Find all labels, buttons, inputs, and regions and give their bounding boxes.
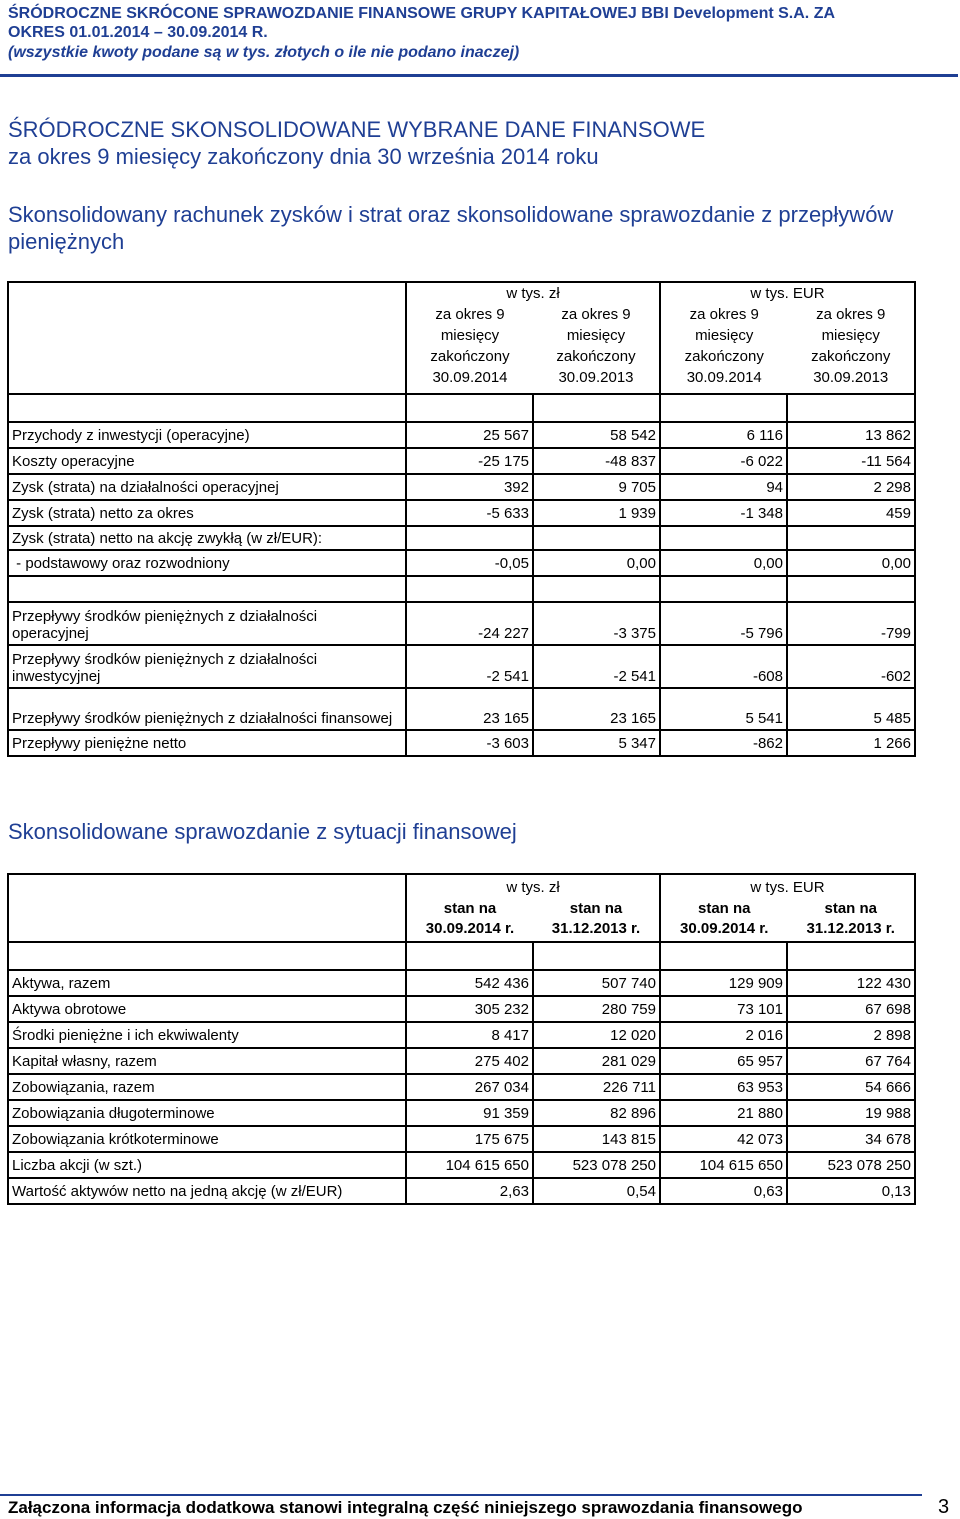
cell-value: 0,00 bbox=[787, 550, 915, 576]
balance-header-eur bbox=[660, 874, 915, 942]
cell-value: 94 bbox=[660, 474, 787, 500]
cell-value: 54 666 bbox=[787, 1074, 915, 1100]
row-label: Zysk (strata) netto za okres bbox=[8, 500, 406, 526]
cell-value: 122 430 bbox=[787, 970, 915, 996]
balance-section-title: Skonsolidowane sprawozdanie z sytuacji finansowej bbox=[8, 819, 517, 844]
cell-value: -862 bbox=[660, 730, 787, 756]
footer-note: Załączona informacja dodatkowa stanowi integralną część niniejszego sprawozdania finansowego bbox=[8, 1498, 803, 1517]
cell-value: 280 759 bbox=[533, 996, 660, 1022]
cell-value: 275 402 bbox=[406, 1048, 533, 1074]
cell-value: 542 436 bbox=[406, 970, 533, 996]
cell-value: 67 698 bbox=[787, 996, 915, 1022]
cell-value: 82 896 bbox=[533, 1100, 660, 1126]
table-row bbox=[8, 526, 915, 550]
cell-value: 23 165 bbox=[533, 688, 660, 730]
cell-value: 226 711 bbox=[533, 1074, 660, 1100]
eps-label: Zysk (strata) netto na akcję zwykłą (w zł/EUR): bbox=[8, 526, 406, 550]
cell-value: -11 564 bbox=[787, 448, 915, 474]
row-label: Liczba akcji (w szt.) bbox=[8, 1152, 406, 1178]
table-row bbox=[8, 970, 915, 996]
header-rule bbox=[0, 74, 958, 77]
cell-value: 0,00 bbox=[533, 550, 660, 576]
cell-value: -25 175 bbox=[406, 448, 533, 474]
balance-col-head: stan na 31.12.2013 r. bbox=[806, 900, 895, 937]
page-number: 3 bbox=[938, 1496, 950, 1518]
table-row bbox=[8, 688, 915, 730]
cell-value: 25 567 bbox=[406, 422, 533, 448]
cell-value: -3 375 bbox=[533, 602, 660, 645]
cell-value: 0,00 bbox=[660, 550, 787, 576]
cell-value: 8 417 bbox=[406, 1022, 533, 1048]
row-label: Koszty operacyjne bbox=[8, 448, 406, 474]
table-row bbox=[8, 500, 915, 526]
row-label: Aktywa obrotowe bbox=[8, 996, 406, 1022]
income-col-head: za okres 9 miesięcy zakończony 30.09.2014 bbox=[684, 306, 764, 386]
cell-value: -602 bbox=[787, 645, 915, 688]
cash-row-label-line-2: operacyjnej bbox=[12, 625, 89, 642]
spacer-row bbox=[8, 942, 915, 970]
row-label: Przychody z inwestycji (operacyjne) bbox=[8, 422, 406, 448]
balance-header-pln bbox=[406, 874, 660, 942]
income-header-pln bbox=[406, 282, 660, 394]
cell-value: 175 675 bbox=[406, 1126, 533, 1152]
cell-value: 104 615 650 bbox=[660, 1152, 787, 1178]
cell-value: 0,63 bbox=[660, 1178, 787, 1204]
table-row bbox=[8, 1100, 915, 1126]
income-col-head: za okres 9 miesięcy zakończony 30.09.2014 bbox=[430, 306, 510, 386]
balance-col-head: stan na 30.09.2014 r. bbox=[425, 900, 515, 937]
cell-value: -608 bbox=[660, 645, 787, 688]
cell-value: 507 740 bbox=[533, 970, 660, 996]
balance-col-head: stan na 30.09.2014 r. bbox=[680, 900, 769, 937]
cell-value: 305 232 bbox=[406, 996, 533, 1022]
row-label: Aktywa, razem bbox=[8, 970, 406, 996]
cell-value: -3 603 bbox=[406, 730, 533, 756]
balance-header-blank bbox=[8, 874, 406, 942]
cell-value: 104 615 650 bbox=[406, 1152, 533, 1178]
table-row bbox=[8, 602, 915, 645]
cash-row-label bbox=[8, 602, 406, 645]
cell-value: 2 298 bbox=[787, 474, 915, 500]
cell-value: -2 541 bbox=[406, 645, 533, 688]
table-row bbox=[8, 422, 915, 448]
spacer-row bbox=[8, 576, 915, 602]
cell-value: -1 348 bbox=[660, 500, 787, 526]
header-line-2: OKRES 01.01.2014 – 30.09.2014 R. bbox=[8, 24, 268, 41]
cell-value: 1 266 bbox=[787, 730, 915, 756]
row-label: Środki pieniężne i ich ekwiwalenty bbox=[8, 1022, 406, 1048]
balance-col-head: stan na 31.12.2013 r. bbox=[551, 900, 641, 937]
income-group-pln: w tys. zł bbox=[506, 285, 560, 302]
section-title bbox=[8, 116, 705, 170]
cell-value: 42 073 bbox=[660, 1126, 787, 1152]
cell-value: 58 542 bbox=[533, 422, 660, 448]
table-row bbox=[8, 996, 915, 1022]
cell-value: 2,63 bbox=[406, 1178, 533, 1204]
balance-table bbox=[7, 873, 916, 1205]
cell-value: 5 541 bbox=[660, 688, 787, 730]
section-title-line-2: za okres 9 miesięcy zakończony dnia 30 września 2014 roku bbox=[8, 144, 599, 169]
cell-value: 1 939 bbox=[533, 500, 660, 526]
spacer-row bbox=[8, 394, 915, 422]
cell-value: 23 165 bbox=[406, 688, 533, 730]
cell-value: -24 227 bbox=[406, 602, 533, 645]
cell-value: -6 022 bbox=[660, 448, 787, 474]
cell-value: 34 678 bbox=[787, 1126, 915, 1152]
cell-value: 523 078 250 bbox=[787, 1152, 915, 1178]
row-label: Zysk (strata) na działalności operacyjnej bbox=[8, 474, 406, 500]
table-row bbox=[8, 730, 915, 756]
net-row-label: Przepływy pieniężne netto bbox=[8, 730, 406, 756]
cell-value: 73 101 bbox=[660, 996, 787, 1022]
row-label: Zobowiązania długoterminowe bbox=[8, 1100, 406, 1126]
cell-value: 19 988 bbox=[787, 1100, 915, 1126]
table-row bbox=[8, 1126, 915, 1152]
table-row bbox=[8, 474, 915, 500]
table-row bbox=[8, 550, 915, 576]
cell-value: -48 837 bbox=[533, 448, 660, 474]
row-label: Zobowiązania krótkoterminowe bbox=[8, 1126, 406, 1152]
document-header bbox=[8, 4, 958, 64]
cell-value: 21 880 bbox=[660, 1100, 787, 1126]
cell-value: 392 bbox=[406, 474, 533, 500]
cash-row-label-line-1: Przepływy środków pieniężnych z działalności bbox=[12, 608, 318, 625]
table-row bbox=[8, 1022, 915, 1048]
income-col-head: za okres 9 miesięcy zakończony 30.09.2013 bbox=[811, 306, 891, 386]
cell-value: 267 034 bbox=[406, 1074, 533, 1100]
table-row bbox=[8, 1048, 915, 1074]
balance-group-pln: w tys. zł bbox=[506, 879, 560, 896]
cell-value: 2 898 bbox=[787, 1022, 915, 1048]
income-group-eur: w tys. EUR bbox=[750, 285, 825, 302]
cell-value: -799 bbox=[787, 602, 915, 645]
cell-value: 459 bbox=[787, 500, 915, 526]
income-header-row bbox=[8, 282, 915, 394]
cash-row-label bbox=[8, 645, 406, 688]
cell-value: 5 485 bbox=[787, 688, 915, 730]
row-label: Zobowiązania, razem bbox=[8, 1074, 406, 1100]
section-title-line-1: ŚRÓDROCZNE SKONSOLIDOWANE WYBRANE DANE FINANSOWE bbox=[8, 117, 706, 142]
row-label: Wartość aktywów netto na jedną akcję (w zł/EUR) bbox=[8, 1178, 406, 1204]
cell-value: 65 957 bbox=[660, 1048, 787, 1074]
table-row bbox=[8, 448, 915, 474]
cell-value: 5 347 bbox=[533, 730, 660, 756]
footer-rule bbox=[0, 1494, 922, 1496]
cash-row-label-line-1: Przepływy środków pieniężnych z działalności bbox=[12, 651, 318, 668]
eps-row-label: - podstawowy oraz rozwodniony bbox=[8, 550, 406, 576]
income-col-head: za okres 9 miesięcy zakończony 30.09.2013 bbox=[556, 306, 636, 386]
cell-value: 13 862 bbox=[787, 422, 915, 448]
fin-row-label: Przepływy środków pieniężnych z działalności finansowej bbox=[8, 688, 406, 730]
cash-row-label-line-2: inwestycyjnej bbox=[12, 668, 101, 685]
income-table bbox=[7, 281, 916, 757]
cell-value: 2 016 bbox=[660, 1022, 787, 1048]
table-row bbox=[8, 1152, 915, 1178]
cell-value: 523 078 250 bbox=[533, 1152, 660, 1178]
header-line-1: ŚRÓDROCZNE SKRÓCONE SPRAWOZDANIE FINANSOWE GRUPY KAPITAŁOWEJ BBI Development S.A. ZA bbox=[8, 5, 836, 22]
row-label: Kapitał własny, razem bbox=[8, 1048, 406, 1074]
table-row bbox=[8, 645, 915, 688]
table-row bbox=[8, 1178, 915, 1204]
cell-value: -0,05 bbox=[406, 550, 533, 576]
cell-value: 91 359 bbox=[406, 1100, 533, 1126]
cell-value: 63 953 bbox=[660, 1074, 787, 1100]
header-line-3: (wszystkie kwoty podane są w tys. złotych o ile nie podano inaczej) bbox=[8, 44, 520, 61]
cell-value: 12 020 bbox=[533, 1022, 660, 1048]
balance-header-row bbox=[8, 874, 915, 942]
balance-group-eur: w tys. EUR bbox=[750, 879, 825, 896]
table-row bbox=[8, 1074, 915, 1100]
income-header-blank bbox=[8, 282, 406, 394]
income-section-title: Skonsolidowany rachunek zysków i strat oraz skonsolidowane sprawozdanie z przepływów pieniężnych bbox=[8, 202, 894, 254]
cell-value: 6 116 bbox=[660, 422, 787, 448]
cell-value: -5 633 bbox=[406, 500, 533, 526]
cell-value: -5 796 bbox=[660, 602, 787, 645]
cell-value: 281 029 bbox=[533, 1048, 660, 1074]
cell-value: 0,13 bbox=[787, 1178, 915, 1204]
cell-value: 9 705 bbox=[533, 474, 660, 500]
cell-value: 67 764 bbox=[787, 1048, 915, 1074]
cell-value: 0,54 bbox=[533, 1178, 660, 1204]
income-header-eur bbox=[660, 282, 915, 394]
cell-value: 129 909 bbox=[660, 970, 787, 996]
cell-value: -2 541 bbox=[533, 645, 660, 688]
cell-value: 143 815 bbox=[533, 1126, 660, 1152]
